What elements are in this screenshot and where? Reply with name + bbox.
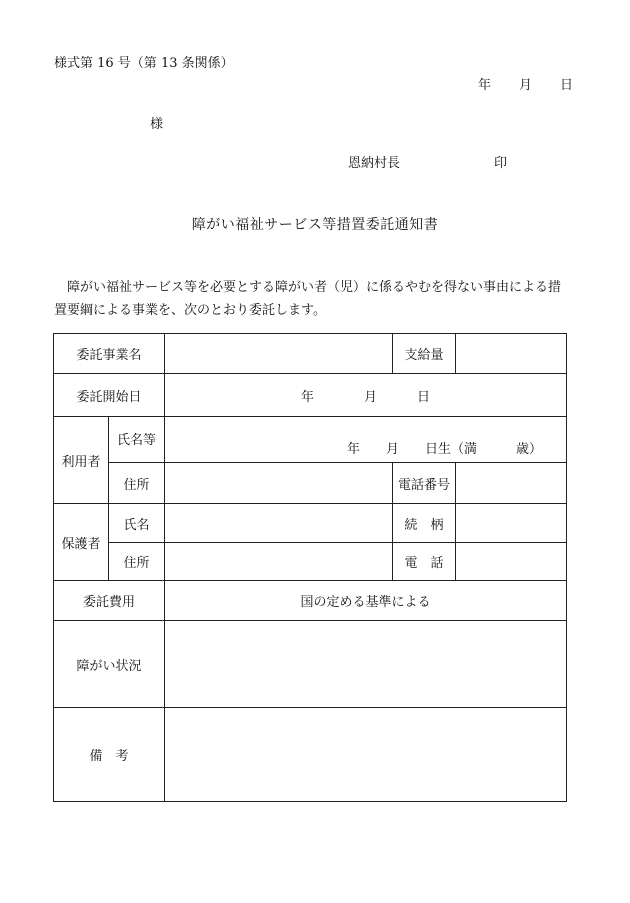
guardian-phone-label: 電 話 bbox=[393, 543, 456, 581]
row-user-name bbox=[54, 417, 567, 463]
seal-mark: 印 bbox=[494, 156, 508, 171]
user-address-label: 住所 bbox=[109, 463, 165, 504]
remarks-label: 備 考 bbox=[54, 708, 165, 802]
guardian-label: 保護者 bbox=[54, 504, 109, 581]
guardian-address-field[interactable] bbox=[165, 543, 393, 581]
row-start-date bbox=[54, 374, 567, 417]
date-year: 年 bbox=[478, 78, 492, 93]
guardian-name-field[interactable] bbox=[165, 504, 393, 543]
row-remarks bbox=[54, 708, 567, 802]
row-user-address bbox=[54, 463, 567, 504]
form-number: 様式第 16 号（第 13 条関係） bbox=[54, 56, 234, 71]
remarks-field[interactable] bbox=[165, 708, 567, 802]
start-date-field[interactable] bbox=[165, 374, 567, 417]
sender-name: 恩納村長 bbox=[348, 156, 401, 171]
issue-date bbox=[478, 79, 573, 92]
body-text: 障がい福祉サービス等を必要とする障がい者（児）に係るやむを得ない事由による措置要綱による事業を、次のとおり委託します。 bbox=[54, 280, 562, 318]
guardian-relation-field[interactable] bbox=[456, 504, 567, 543]
row-business bbox=[54, 334, 567, 374]
guardian-name-label: 氏名 bbox=[109, 504, 165, 543]
disability-label: 障がい状況 bbox=[54, 621, 165, 708]
row-guardian-address bbox=[54, 543, 567, 581]
disability-field[interactable] bbox=[165, 621, 567, 708]
start-date-label: 委託開始日 bbox=[54, 374, 165, 417]
user-phone-field[interactable] bbox=[456, 463, 567, 504]
date-day: 日 bbox=[560, 78, 574, 93]
row-disability bbox=[54, 621, 567, 708]
fee-label: 委託費用 bbox=[54, 581, 165, 621]
user-name-label: 氏名等 bbox=[109, 417, 165, 463]
user-birth-text: 年 月 日生（満 歳） bbox=[347, 442, 543, 457]
guardian-relation-label: 続 柄 bbox=[393, 504, 456, 543]
guardian-phone-field[interactable] bbox=[456, 543, 567, 581]
start-date-day: 日 bbox=[417, 389, 431, 405]
supply-amount-label: 支給量 bbox=[393, 334, 456, 374]
start-date-month: 月 bbox=[364, 389, 378, 405]
document-title: 障がい福祉サービス等措置委託通知書 bbox=[191, 217, 439, 233]
row-fee bbox=[54, 581, 567, 621]
user-address-field[interactable] bbox=[165, 463, 393, 504]
fee-value: 国の定める基準による bbox=[165, 581, 567, 621]
start-date-year: 年 bbox=[300, 389, 314, 405]
user-name-field[interactable] bbox=[165, 417, 567, 463]
consignment-table bbox=[53, 333, 567, 802]
business-name-label: 委託事業名 bbox=[54, 334, 165, 374]
business-name-field[interactable] bbox=[165, 334, 393, 374]
row-guardian-name bbox=[54, 504, 567, 543]
addressee-suffix: 様 bbox=[150, 117, 164, 132]
user-label: 利用者 bbox=[54, 417, 109, 504]
user-phone-label: 電話番号 bbox=[393, 463, 456, 504]
guardian-address-label: 住所 bbox=[109, 543, 165, 581]
date-month: 月 bbox=[519, 78, 533, 93]
supply-amount-field[interactable] bbox=[456, 334, 567, 374]
